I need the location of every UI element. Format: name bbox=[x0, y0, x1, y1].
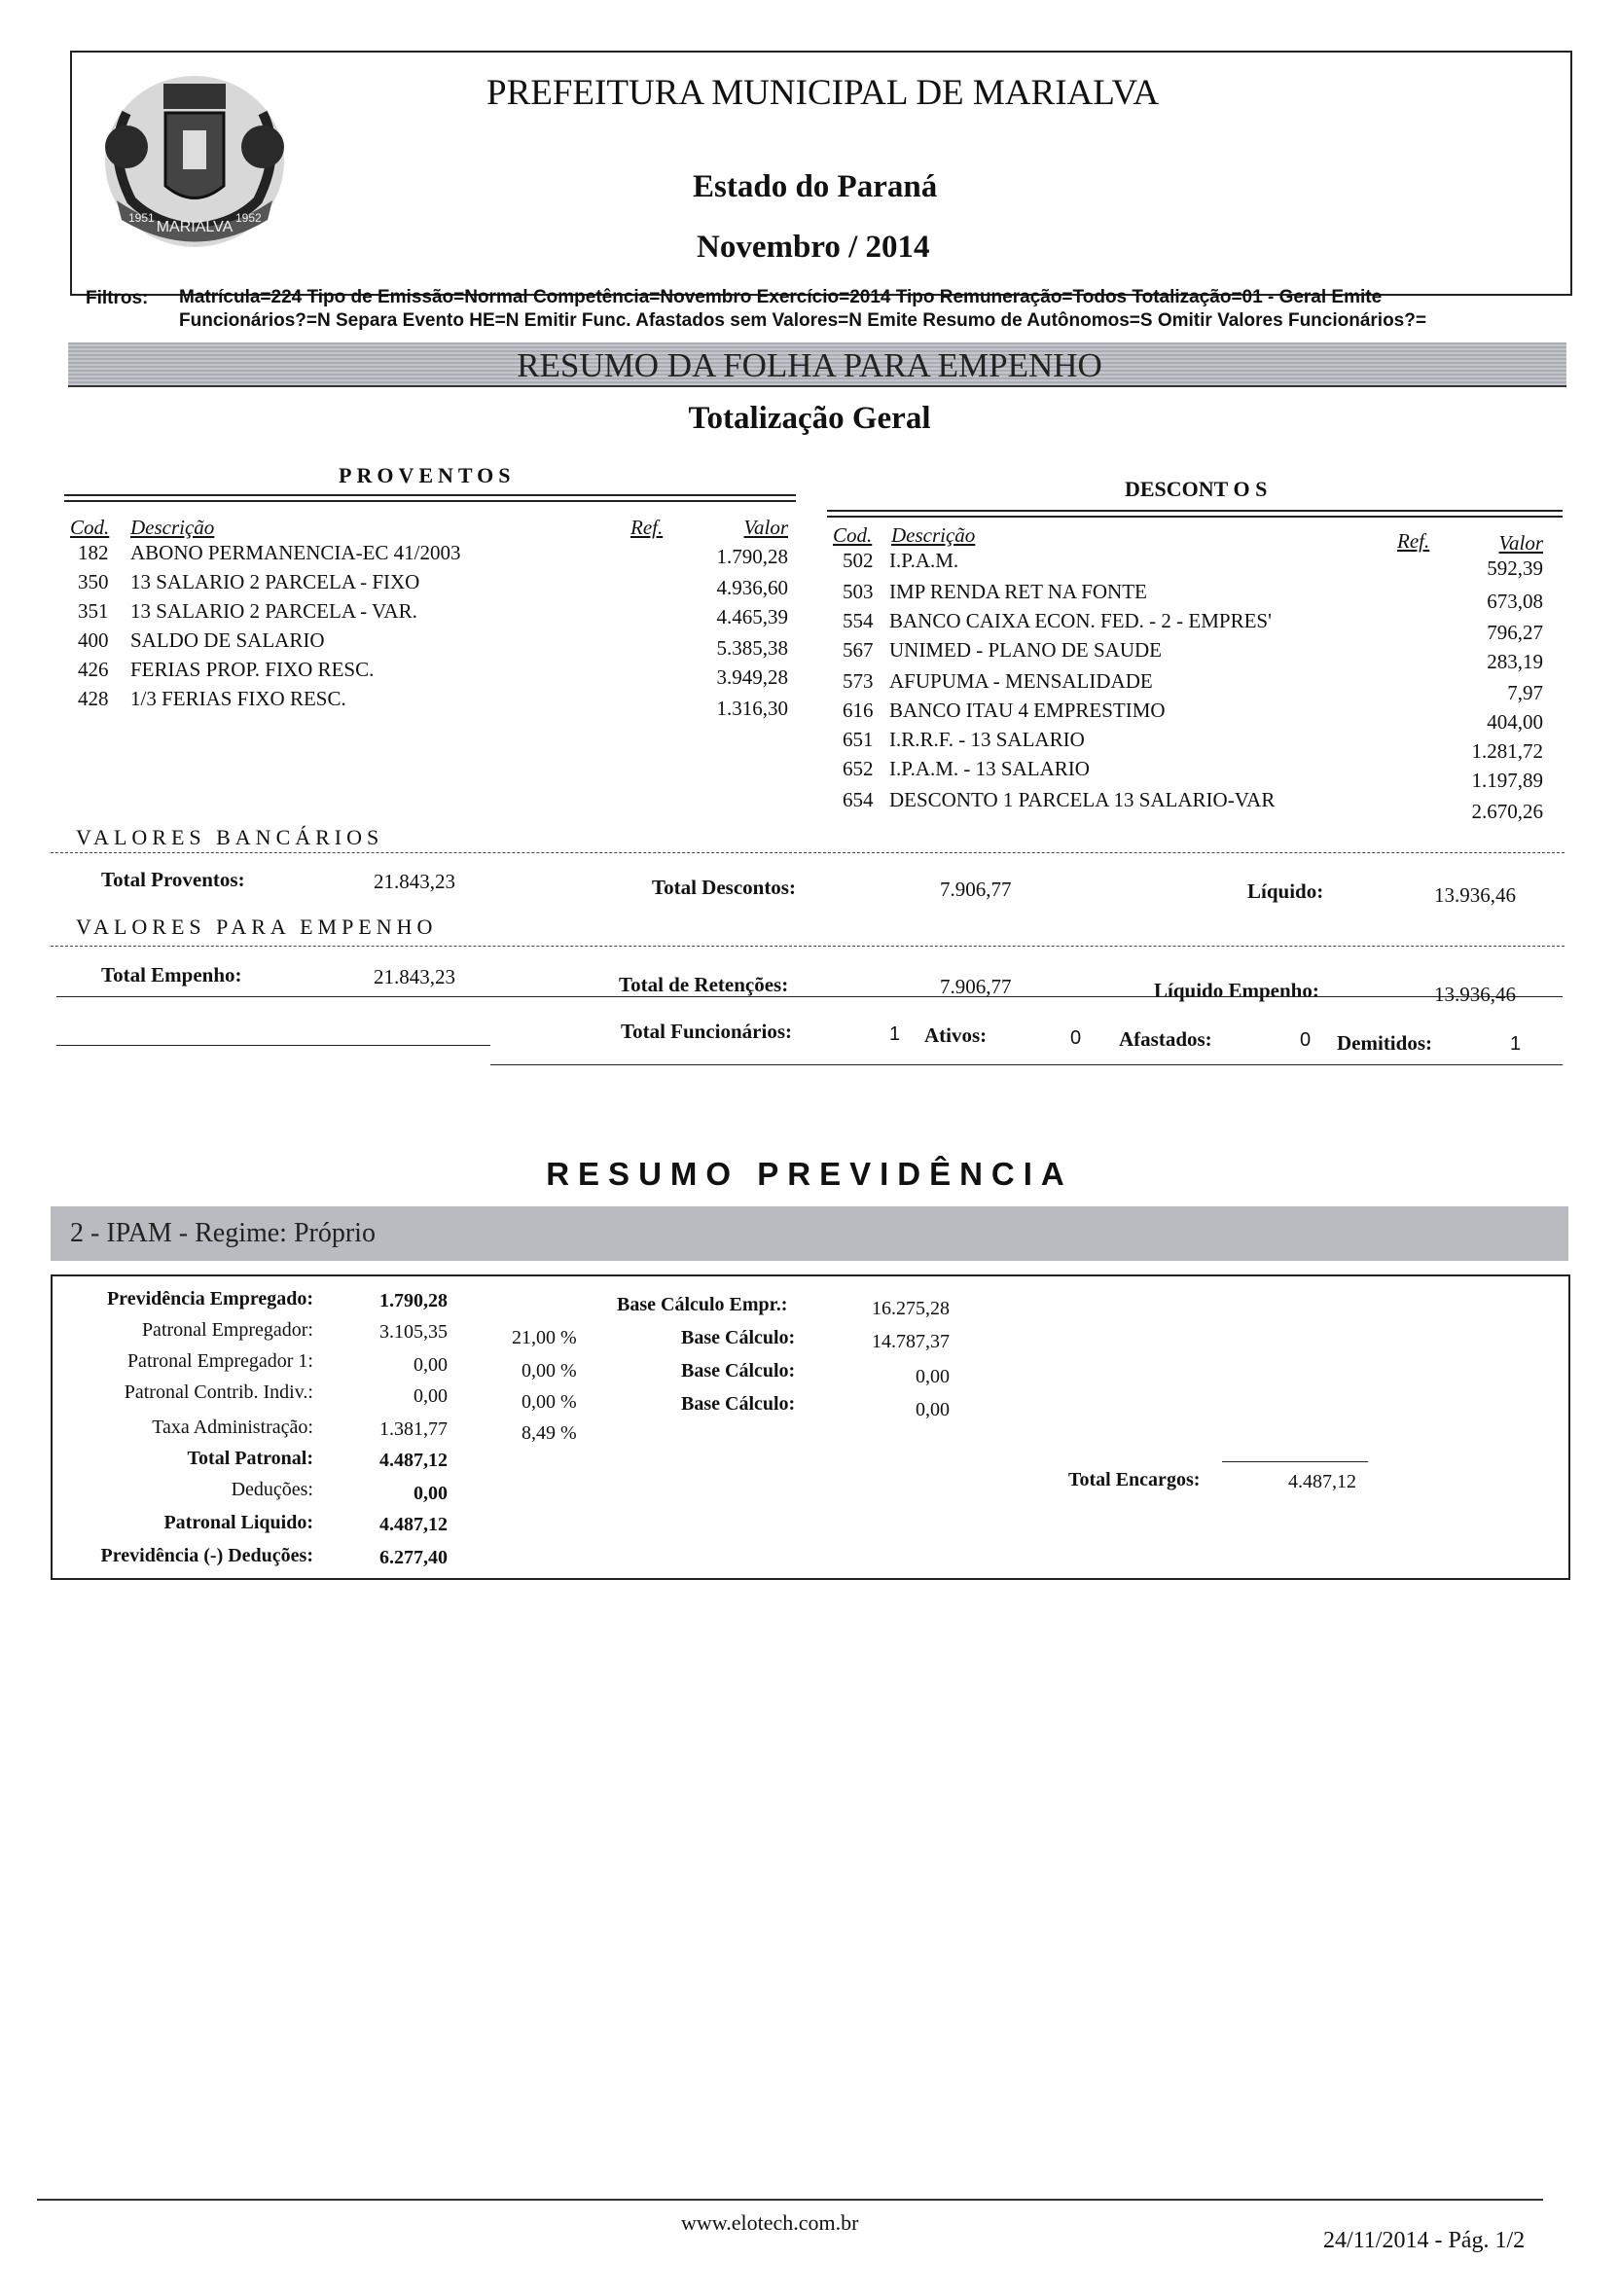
total-empenho-value: 21.843,23 bbox=[374, 965, 455, 988]
descontos-col-valor: Valor bbox=[1498, 531, 1543, 555]
empenho-bottom-rule bbox=[56, 996, 1563, 997]
proventos-col-cod: Cod. bbox=[70, 516, 110, 539]
base-calculo-value: 16.275,28 bbox=[872, 1298, 950, 1319]
proventos-heading: PROVENTOS bbox=[339, 463, 516, 487]
prev-value: 1.381,77 bbox=[379, 1418, 448, 1440]
proventos-cod: 182 bbox=[78, 541, 109, 564]
base-calculo-value: 0,00 bbox=[916, 1399, 950, 1420]
page-title: PREFEITURA MUNICIPAL DE MARIALVA bbox=[486, 73, 1160, 113]
prev-value: 0,00 bbox=[414, 1385, 448, 1407]
descontos-cod: 652 bbox=[843, 757, 874, 780]
proventos-cod: 428 bbox=[78, 687, 109, 710]
prev-percent: 0,00 % bbox=[522, 1360, 577, 1381]
filters-line-1: Matrícula=224 Tipo de Emissão=Normal Competência=Novembro Exercício=2014 Tipo Remuneração=Todos Totalização=01 - Geral Emite bbox=[179, 287, 1383, 307]
liquido-empenho-label: Líquido Empenho: bbox=[1154, 979, 1319, 1002]
liquido-label: Líquido: bbox=[1247, 879, 1324, 903]
descontos-col-ref: Ref. bbox=[1397, 529, 1430, 553]
prev-value: 1.790,28 bbox=[379, 1290, 448, 1311]
demitidos-label: Demitidos: bbox=[1337, 1031, 1432, 1055]
liquido-empenho-value: 13.936,46 bbox=[1434, 983, 1516, 1006]
footer-url: www.elotech.com.br bbox=[681, 2210, 859, 2235]
report-subtitle: Totalização Geral bbox=[688, 401, 931, 436]
prev-percent: 8,49 % bbox=[522, 1422, 577, 1444]
total-funcionarios-label: Total Funcionários: bbox=[621, 1020, 792, 1043]
prev-label: Patronal Empregador 1: bbox=[126, 1350, 313, 1372]
descontos-valor: 283,19 bbox=[1487, 650, 1543, 673]
total-proventos-label: Total Proventos: bbox=[101, 868, 245, 891]
afastados-label: Afastados: bbox=[1119, 1027, 1212, 1051]
proventos-desc: 13 SALARIO 2 PARCELA - VAR. bbox=[130, 599, 417, 623]
prev-percent: 0,00 % bbox=[522, 1391, 577, 1413]
base-calculo-label: Base Cálculo: bbox=[681, 1360, 796, 1381]
total-encargos-label: Total Encargos: bbox=[1068, 1469, 1201, 1490]
afastados-value: 0 bbox=[1300, 1029, 1312, 1051]
descontos-cod: 654 bbox=[843, 788, 874, 811]
descontos-valor: 2.670,26 bbox=[1471, 800, 1543, 823]
proventos-col-ref: Ref. bbox=[630, 516, 664, 539]
proventos-cod: 400 bbox=[78, 628, 109, 652]
bancarios-heading: VALORES BANCÁRIOS bbox=[76, 825, 384, 849]
ativos-label: Ativos: bbox=[924, 1023, 988, 1047]
descontos-desc: DESCONTO 1 PARCELA 13 SALARIO-VAR bbox=[889, 788, 1276, 811]
descontos-desc: BANCO CAIXA ECON. FED. - 2 - EMPRES' bbox=[889, 609, 1272, 632]
prev-label: Deduções: bbox=[231, 1479, 313, 1500]
state-name: Estado do Paraná bbox=[693, 169, 938, 204]
logo-year-right: 1952 bbox=[235, 211, 262, 225]
proventos-desc: 1/3 FERIAS FIXO RESC. bbox=[130, 687, 346, 710]
funcionarios-rule-left bbox=[56, 1045, 490, 1046]
total-proventos-value: 21.843,23 bbox=[374, 870, 455, 893]
proventos-desc: FERIAS PROP. FIXO RESC. bbox=[130, 658, 375, 681]
total-empenho-label: Total Empenho: bbox=[101, 963, 242, 987]
total-descontos-label: Total Descontos: bbox=[652, 876, 796, 899]
footer-rule bbox=[37, 2199, 1543, 2201]
descontos-desc: IMP RENDA RET NA FONTE bbox=[889, 580, 1147, 603]
descontos-valor: 673,08 bbox=[1487, 590, 1543, 613]
filters-label: Filtros: bbox=[86, 288, 149, 308]
base-calculo-value: 0,00 bbox=[916, 1366, 950, 1387]
descontos-desc: UNIMED - PLANO DE SAUDE bbox=[889, 638, 1162, 662]
descontos-cod: 573 bbox=[843, 669, 874, 693]
filters-text bbox=[179, 286, 1522, 333]
descontos-cod: 567 bbox=[843, 638, 874, 662]
proventos-double-rule bbox=[64, 494, 796, 502]
base-calculo-label: Base Cálculo: bbox=[681, 1393, 796, 1415]
logo-text: MARIALVA bbox=[156, 219, 234, 235]
proventos-valor: 3.949,28 bbox=[716, 665, 788, 689]
prev-value: 0,00 bbox=[414, 1354, 448, 1376]
ativos-value: 0 bbox=[1070, 1027, 1082, 1049]
prev-label: Total Patronal: bbox=[187, 1448, 313, 1469]
liquido-value: 13.936,46 bbox=[1434, 883, 1516, 907]
descontos-desc: BANCO ITAU 4 EMPRESTIMO bbox=[889, 699, 1166, 722]
descontos-valor: 1.197,89 bbox=[1471, 769, 1543, 792]
encargos-rule bbox=[1222, 1461, 1368, 1462]
base-calculo-value: 14.787,37 bbox=[872, 1331, 950, 1352]
proventos-valor: 5.385,38 bbox=[716, 636, 788, 660]
proventos-cod: 350 bbox=[78, 570, 109, 593]
prev-label: Previdência (-) Deduções: bbox=[100, 1545, 313, 1566]
descontos-desc: I.P.A.M. bbox=[889, 549, 959, 572]
prev-label: Patronal Contrib. Indiv.: bbox=[124, 1381, 313, 1403]
descontos-double-rule bbox=[827, 510, 1563, 518]
prev-value: 4.487,12 bbox=[379, 1514, 448, 1535]
proventos-valor: 1.316,30 bbox=[716, 697, 788, 720]
descontos-valor: 404,00 bbox=[1487, 710, 1543, 734]
descontos-heading: DESCONT O S bbox=[1125, 477, 1268, 501]
proventos-col-desc: Descrição bbox=[130, 516, 215, 539]
prev-value: 6.277,40 bbox=[379, 1547, 448, 1568]
descontos-desc: I.P.A.M. - 13 SALARIO bbox=[889, 757, 1090, 780]
previdencia-title: RESUMO PREVIDÊNCIA bbox=[546, 1156, 1073, 1192]
total-encargos-value: 4.487,12 bbox=[1288, 1471, 1356, 1492]
total-retencoes-value: 7.906,77 bbox=[940, 975, 1012, 998]
proventos-valor: 1.790,28 bbox=[716, 545, 788, 568]
descontos-valor: 592,39 bbox=[1487, 556, 1543, 580]
report-title: RESUMO DA FOLHA PARA EMPENHO bbox=[517, 346, 1102, 384]
descontos-col-desc: Descrição bbox=[891, 523, 976, 547]
descontos-valor: 1.281,72 bbox=[1471, 739, 1543, 763]
base-calculo-label: Base Cálculo: bbox=[681, 1327, 796, 1348]
filters-line-2: Funcionários?=N Separa Evento HE=N Emitir Func. Afastados sem Valores=N Emite Resumo de Autônomos=S Omitir Valores Funcionários?= bbox=[179, 310, 1426, 331]
previdencia-regime: 2 - IPAM - Regime: Próprio bbox=[70, 1218, 376, 1248]
descontos-valor: 796,27 bbox=[1487, 621, 1543, 644]
descontos-cod: 616 bbox=[843, 699, 874, 722]
coat-of-arms-icon bbox=[88, 54, 302, 259]
prev-value: 0,00 bbox=[414, 1483, 448, 1504]
descontos-cod: 503 bbox=[843, 580, 874, 603]
prev-value: 3.105,35 bbox=[379, 1321, 448, 1343]
proventos-col-valor: Valor bbox=[743, 516, 788, 539]
proventos-valor: 4.936,60 bbox=[716, 576, 788, 599]
descontos-col-cod: Cod. bbox=[833, 523, 873, 547]
descontos-cod: 502 bbox=[843, 549, 874, 572]
prev-value: 4.487,12 bbox=[379, 1450, 448, 1471]
total-funcionarios-value: 1 bbox=[889, 1023, 901, 1045]
bancarios-rule bbox=[51, 852, 1565, 853]
proventos-desc: SALDO DE SALARIO bbox=[130, 628, 325, 652]
prev-percent: 21,00 % bbox=[512, 1327, 577, 1348]
empenho-rule bbox=[51, 946, 1565, 947]
descontos-desc: I.R.R.F. - 13 SALARIO bbox=[889, 728, 1085, 751]
descontos-cod: 651 bbox=[843, 728, 874, 751]
total-descontos-value: 7.906,77 bbox=[940, 878, 1012, 901]
period: Novembro / 2014 bbox=[697, 230, 930, 265]
proventos-desc: ABONO PERMANENCIA-EC 41/2003 bbox=[130, 541, 461, 564]
descontos-desc: AFUPUMA - MENSALIDADE bbox=[889, 669, 1153, 693]
prev-label: Taxa Administração: bbox=[152, 1417, 313, 1438]
prev-label: Patronal Liquido: bbox=[163, 1512, 313, 1533]
total-retencoes-label: Total de Retenções: bbox=[619, 973, 789, 996]
prev-label: Previdência Empregado: bbox=[106, 1288, 313, 1309]
empenho-heading: VALORES PARA EMPENHO bbox=[76, 915, 438, 939]
base-calculo-label: Base Cálculo Empr.: bbox=[617, 1294, 788, 1315]
funcionarios-rule-right bbox=[490, 1064, 1563, 1065]
descontos-valor: 7,97 bbox=[1507, 681, 1543, 704]
proventos-cod: 351 bbox=[78, 599, 109, 623]
proventos-valor: 4.465,39 bbox=[716, 605, 788, 628]
proventos-cod: 426 bbox=[78, 658, 109, 681]
logo-year-left: 1951 bbox=[128, 211, 155, 225]
proventos-desc: 13 SALARIO 2 PARCELA - FIXO bbox=[130, 570, 420, 593]
descontos-cod: 554 bbox=[843, 609, 874, 632]
prev-label: Patronal Empregador: bbox=[141, 1319, 313, 1341]
footer-page: 24/11/2014 - Pág. 1/2 bbox=[1323, 2228, 1526, 2253]
demitidos-value: 1 bbox=[1510, 1033, 1522, 1055]
